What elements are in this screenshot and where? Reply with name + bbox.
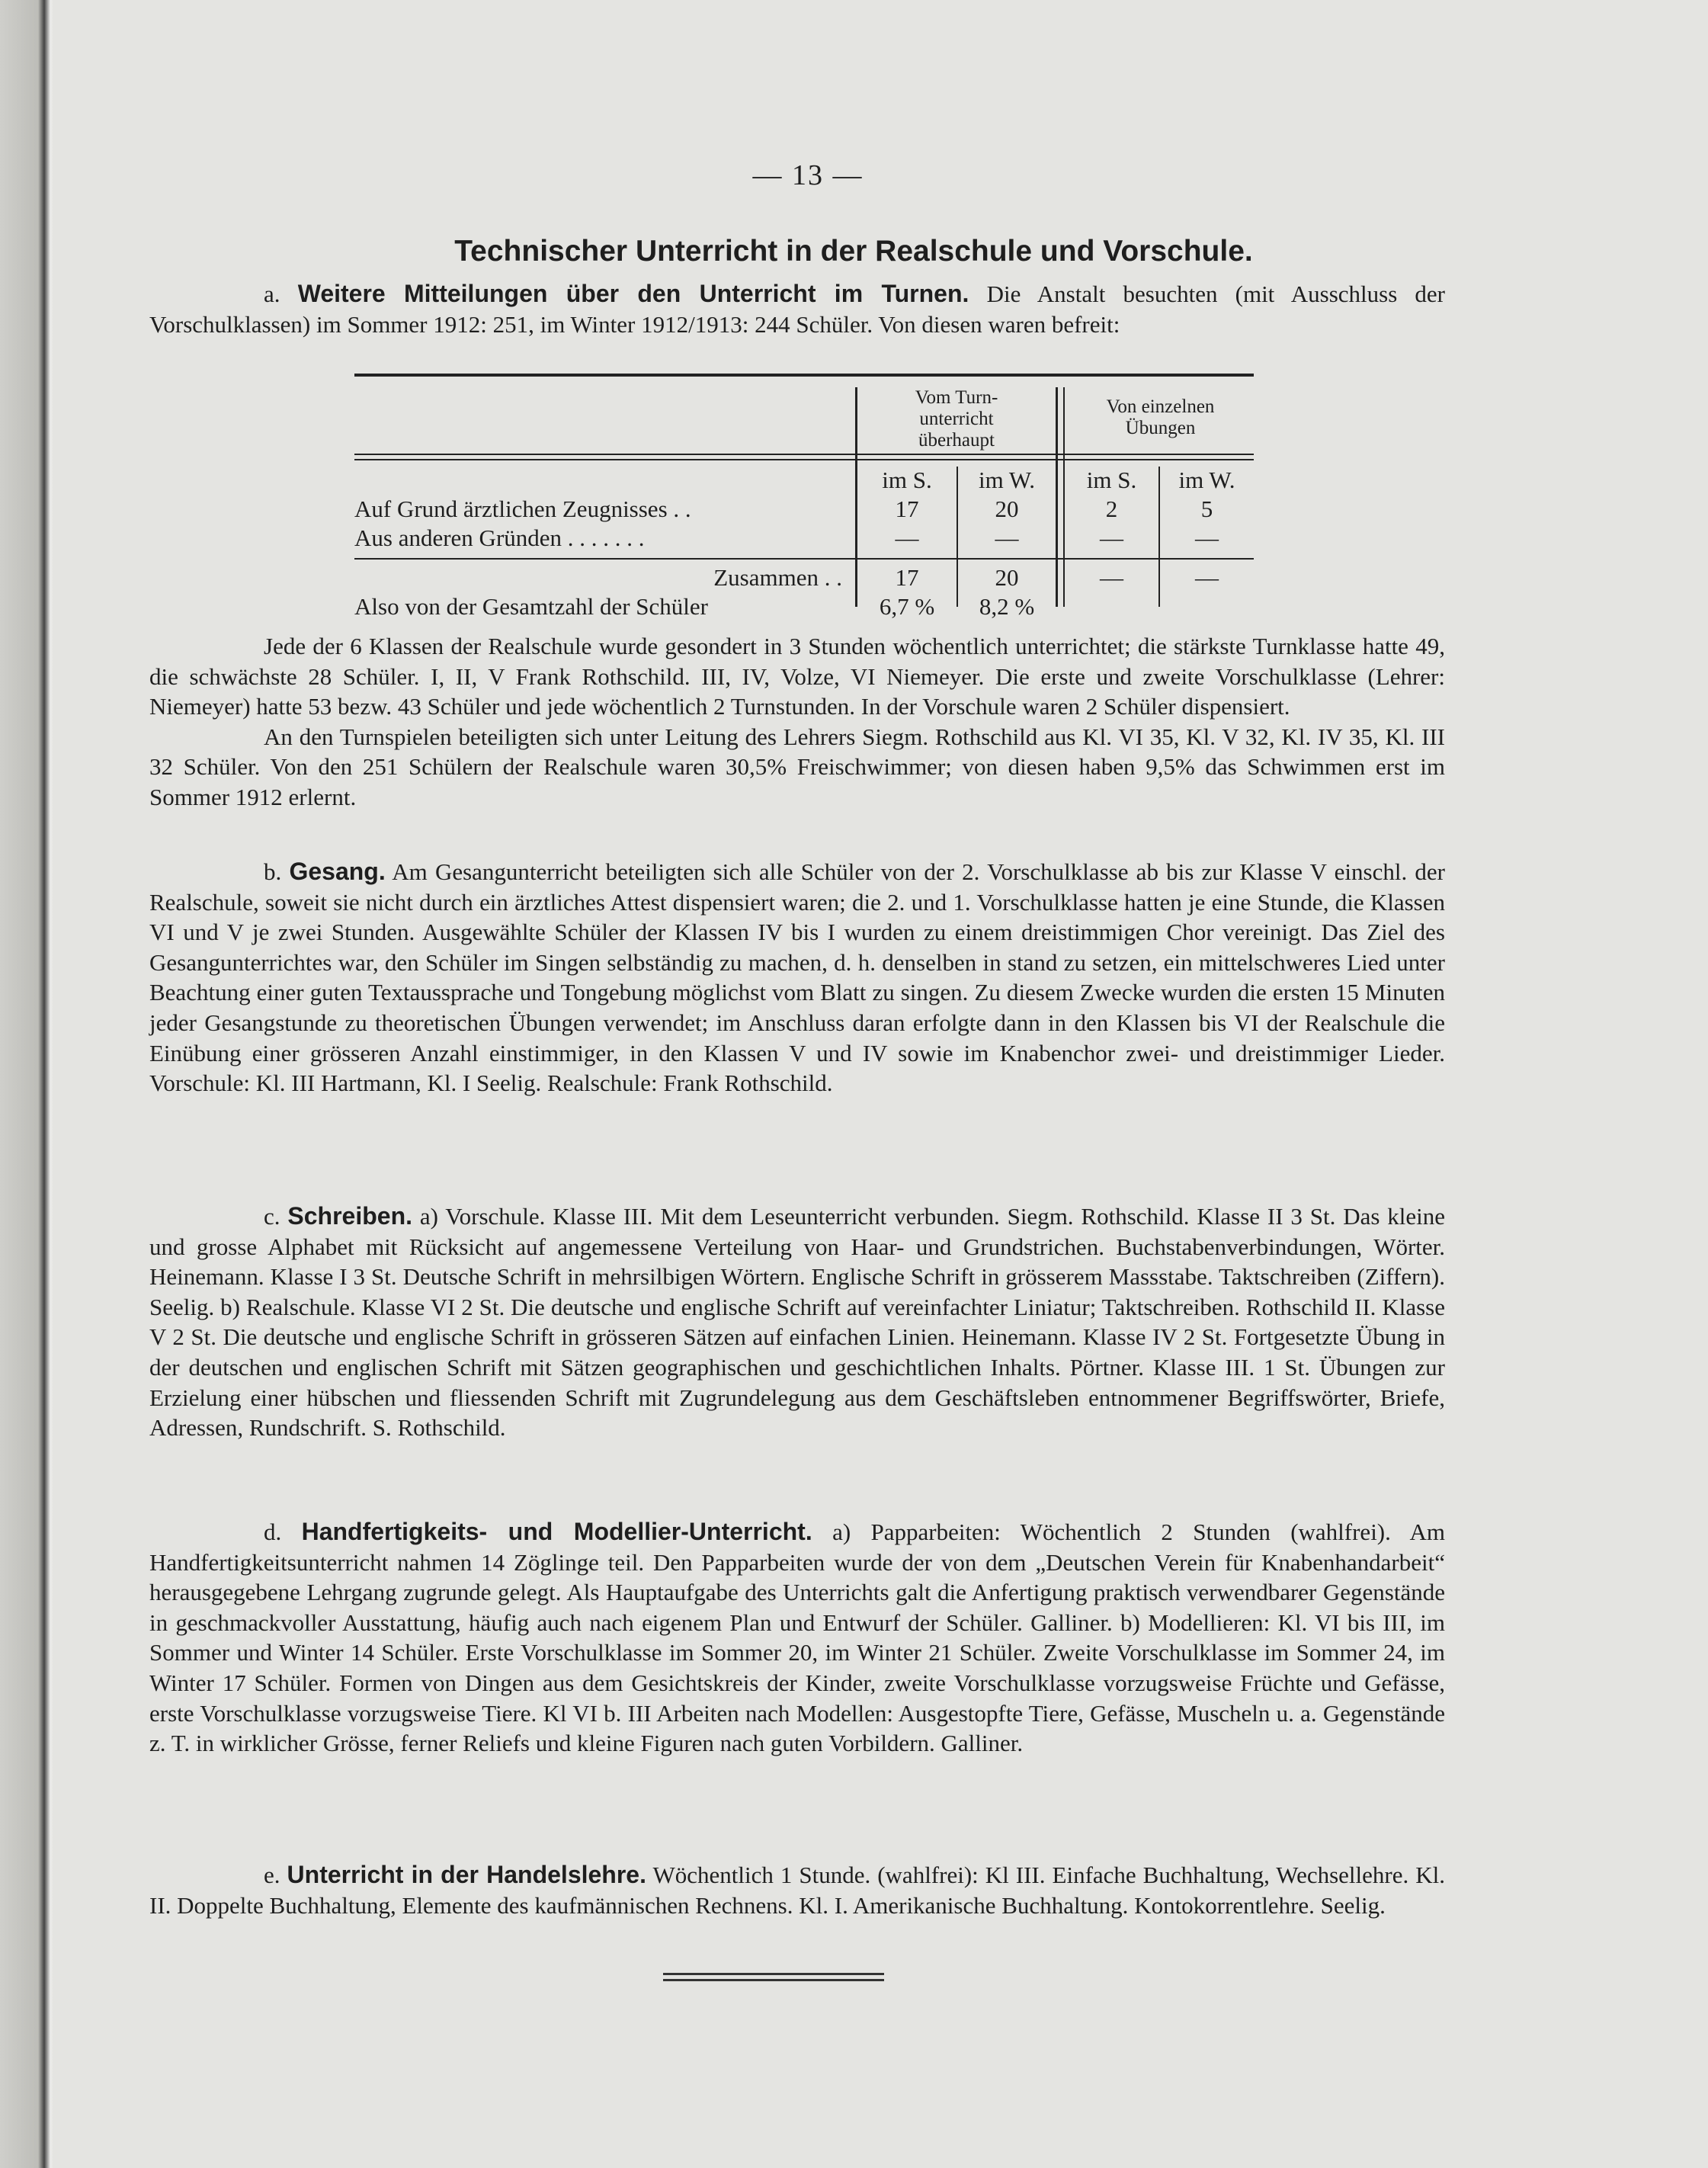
- turnen-paragraph-2: An den Turnspielen beteiligten sich unter Leitung des Lehrers Siegm. Rothschild aus Kl. VI 35, Kl. V 32, Kl. IV 35, Kl. III 32 Schüler. Von den 251 Schülern der Realschule waren 30,5% Freischwimmer; von diesen haben 9,5% das Schwimmen erst im Sommer 1912 erlernt.: [149, 723, 1445, 810]
- table-cell: —: [995, 524, 1019, 551]
- table-cell: 20: [995, 564, 1019, 591]
- table-cell: 8,2 %: [979, 593, 1035, 620]
- row-label-zusammen: Zusammen . .: [713, 564, 842, 591]
- table-cell: 2: [1105, 495, 1118, 522]
- exemption-table: [354, 374, 1254, 625]
- turnen-intro-paragraph: [149, 279, 1445, 339]
- gesang-paragraph: [149, 857, 1445, 1098]
- handfertigkeit-heading: Handfertigkeits- und Modellier-Unterricht.: [301, 1518, 812, 1545]
- schreiben-heading: Schreiben.: [287, 1202, 412, 1230]
- table-cell: —: [1195, 524, 1219, 551]
- turnen-letter: a.: [264, 281, 280, 307]
- schreiben-letter: c.: [264, 1203, 280, 1230]
- row-label-gesamtzahl: Also von der Gesamtzahl der Schüler: [354, 593, 709, 620]
- col-header-3: im S.: [1086, 467, 1137, 493]
- handelslehre-heading: Unterricht in der Handelslehre.: [287, 1861, 646, 1888]
- handelslehre-letter: e.: [264, 1862, 280, 1888]
- handelslehre-paragraph: [149, 1860, 1445, 1920]
- group1-line-3: überhaupt: [918, 430, 995, 451]
- table-cell: —: [1195, 564, 1219, 591]
- section-handelslehre: [149, 1860, 1445, 1920]
- table-cell: 20: [995, 495, 1019, 522]
- handfertigkeit-text: a) Papparbeiten: Wöchentlich 2 Stunden (wahlfrei). Am Handfertigkeitsunterricht nahmen 14 Zöglinge teil. Den Papparbeiten wurde der von dem „Deutschen Verein für Knabenhandarbeit“ herausgegebene Lehrgang zugrunde gelegt. Als Hauptaufgabe des Unterrichts galt die Anfertigung praktisch verwendbarer Gegenstände in geschmackvoller Ausstattung, häufig auch nach eigenem Plan und Entwurf der Schüler. Galliner. b) Modellieren: Kl. VI bis III, im Sommer und Winter 14 Schüler. Erste Vorschulklasse im Sommer 20, im Winter 21 Schüler. Zweite Vorschulklasse im Sommer 24, im Winter 17 Schüler. Formen von Dingen aus dem Gesichtskreis der Kinder, zweite Vorschulklasse vorzugsweise Früchte und Gefässe, erste Vorschulklasse vorzugsweise Tiere. Kl VI b. III Arbeiten nach Modellen: Ausgestopfte Tiere, Gefässe, Muscheln u. a. Gegenstände z. T. in wirklicher Grösse, ferner Reliefs und kleine Figuren nach guten Vorbildern. Galliner.: [149, 1519, 1446, 1757]
- section-turnen-body: [149, 631, 1445, 813]
- row-label-aerztlich: Auf Grund ärztlichen Zeugnisses . .: [354, 495, 691, 522]
- gesang-letter: b.: [264, 858, 282, 885]
- col-header-1: im S.: [882, 467, 932, 493]
- table-cell: 6,7 %: [879, 593, 935, 620]
- col-header-4: im W.: [1178, 467, 1235, 493]
- page-number: — 13 —: [752, 159, 864, 191]
- turnen-intro-text: Die Anstalt besuchten (mit Ausschluss der Vorschulklassen) im Sommer 1912: 251, im Winter 1912/1913: 244 Schüler. Von diesen waren befreit:: [149, 281, 1446, 338]
- group2-line-2: Übungen: [1125, 418, 1196, 438]
- section-handfertigkeit: [149, 1517, 1445, 1759]
- handelslehre-text: Wöchentlich 1 Stunde. (wahlfrei): Kl III. Einfache Buchhaltung, Wechsellehre. Kl. II. Doppelte Buchhaltung, Elemente des kaufmännischen Rechnens. Kl. I. Amerikanische Buchhaltung. Kontokorrentlehre. Seelig.: [149, 1862, 1445, 1919]
- sum-rule: [354, 558, 1254, 560]
- header-rule-1: [354, 454, 1254, 455]
- table-top-rule: [354, 374, 1254, 377]
- row-label-andere: Aus anderen Gründen . . . . . . .: [354, 524, 645, 551]
- gesang-text: Am Gesangunterricht beteiligten sich alle Schüler von der 2. Vorschulklasse ab bis zur Klasse V einschl. der Realschule, soweit sie nicht durch ein ärztliches Attest dispensiert waren; die 2. und 1. Vorschulklasse hatten je eine Stunde, die Klassen VI und V je zwei Stunden. Ausgewählte Schüler der Klassen IV bis I wurden zu einem dreistimmigen Chor vereinigt. Das Ziel des Gesangunterrichtes war, den Schüler im Singen selbständig zu machen, d. h. denselben in stand zu setzen, ein mittelschweres Lied unter Beachtung einer guten Textaussprache und Tongebung möglichst vom Blatt zu singen. Zu diesem Zwecke wurden die ersten 15 Minuten jeder Gesangstunde zu theoretischen Übungen verwendet; im Anschluss daran erfolgte dann in den Klassen bis VI der Realschule die Einübung einer grösseren Anzahl einstimmiger, in den Klassen V und IV sowie im Knabenchor zwei- und dreistimmiger Lieder. Vorschule: Kl. III Hartmann, Kl. I Seelig. Realschule: Frank Rothschild.: [149, 858, 1445, 1097]
- table-cell: —: [1100, 524, 1123, 551]
- closing-double-rule-top: [663, 1973, 884, 1975]
- group1-line-1: Vom Turn-: [915, 387, 998, 408]
- table-cell: —: [1100, 564, 1123, 591]
- closing-double-rule-bottom: [663, 1979, 884, 1981]
- section-gesang: [149, 857, 1445, 1098]
- schreiben-text: a) Vorschule. Klasse III. Mit dem Leseunterricht verbunden. Siegm. Rothschild. Klasse II 3 St. Das kleine und grosse Alphabet mit Rücksicht auf angemessene Verteilung von Haar- und Grundstrichen. Buchstabenverbindungen, Wörter. Heinemann. Klasse I 3 St. Deutsche Schrift in mehrsilbigen Wörtern. Englische Schrift in grösserem Massstabe. Taktschreiben (Ziffern). Seelig. b) Realschule. Klasse VI 2 St. Die deutsche und englische Schrift auf vereinfachter Liniatur; Taktschreiben. Rothschild II. Klasse V 2 St. Die deutsche und englische Schrift in grösseren Sätzen auf einfachen Linien. Heinemann. Klasse IV 2 St. Fortgesetzte Übung in der deutschen und englischen Schrift mit Sätzen geographischen und geschichtlichen Inhalts. Pörtner. Klasse III. 1 St. Übungen zur Erzielung einer hübschen und fliessenden Schrift mit Zugrundelegung aus dem Geschäftsleben entnommener Begriffswörter, Briefe, Adressen, Rundschrift. S. Rothschild.: [149, 1203, 1446, 1442]
- group-header-uebungen: [1067, 396, 1254, 439]
- group2-line-1: Von einzelnen: [1106, 396, 1215, 417]
- table-cell: 5: [1200, 495, 1213, 522]
- group-header-turnunterricht: [857, 387, 1056, 451]
- handfertigkeit-letter: d.: [264, 1519, 282, 1545]
- turnen-paragraph-1: Jede der 6 Klassen der Realschule wurde gesondert in 3 Stunden wöchentlich unterrichtet; die stärkste Turnklasse hatte 49, die schwächste 28 Schüler. I, II, V Frank Rothschild. III, IV, Volze, VI Niemeyer. Die erste und zweite Vorschulklasse (Lehrer: Niemeyer) hatte 53 bezw. 43 Schüler und jede wöchentlich 2 Turnstunden. In der Vorschule waren 2 Schüler dispensiert.: [149, 633, 1445, 720]
- section-schreiben: [149, 1201, 1445, 1443]
- gesang-heading: Gesang.: [289, 858, 386, 885]
- group1-line-2: unterricht: [919, 409, 994, 429]
- header-rule-2: [354, 459, 1254, 460]
- table-cell: —: [895, 524, 919, 551]
- table-cell: 17: [895, 564, 919, 591]
- handfertigkeit-paragraph: [149, 1517, 1445, 1759]
- page-title: Technischer Unterricht in der Realschule und Vorschule.: [454, 235, 1253, 268]
- book-binding-edge: [0, 0, 53, 2168]
- table-cell: 17: [895, 495, 919, 522]
- table-vrule-2: [1056, 387, 1058, 607]
- section-turnen-intro: [149, 279, 1445, 339]
- turnen-heading: Weitere Mitteilungen über den Unterricht im Turnen.: [297, 280, 969, 307]
- col-header-2: im W.: [978, 467, 1036, 493]
- schreiben-paragraph: [149, 1201, 1445, 1443]
